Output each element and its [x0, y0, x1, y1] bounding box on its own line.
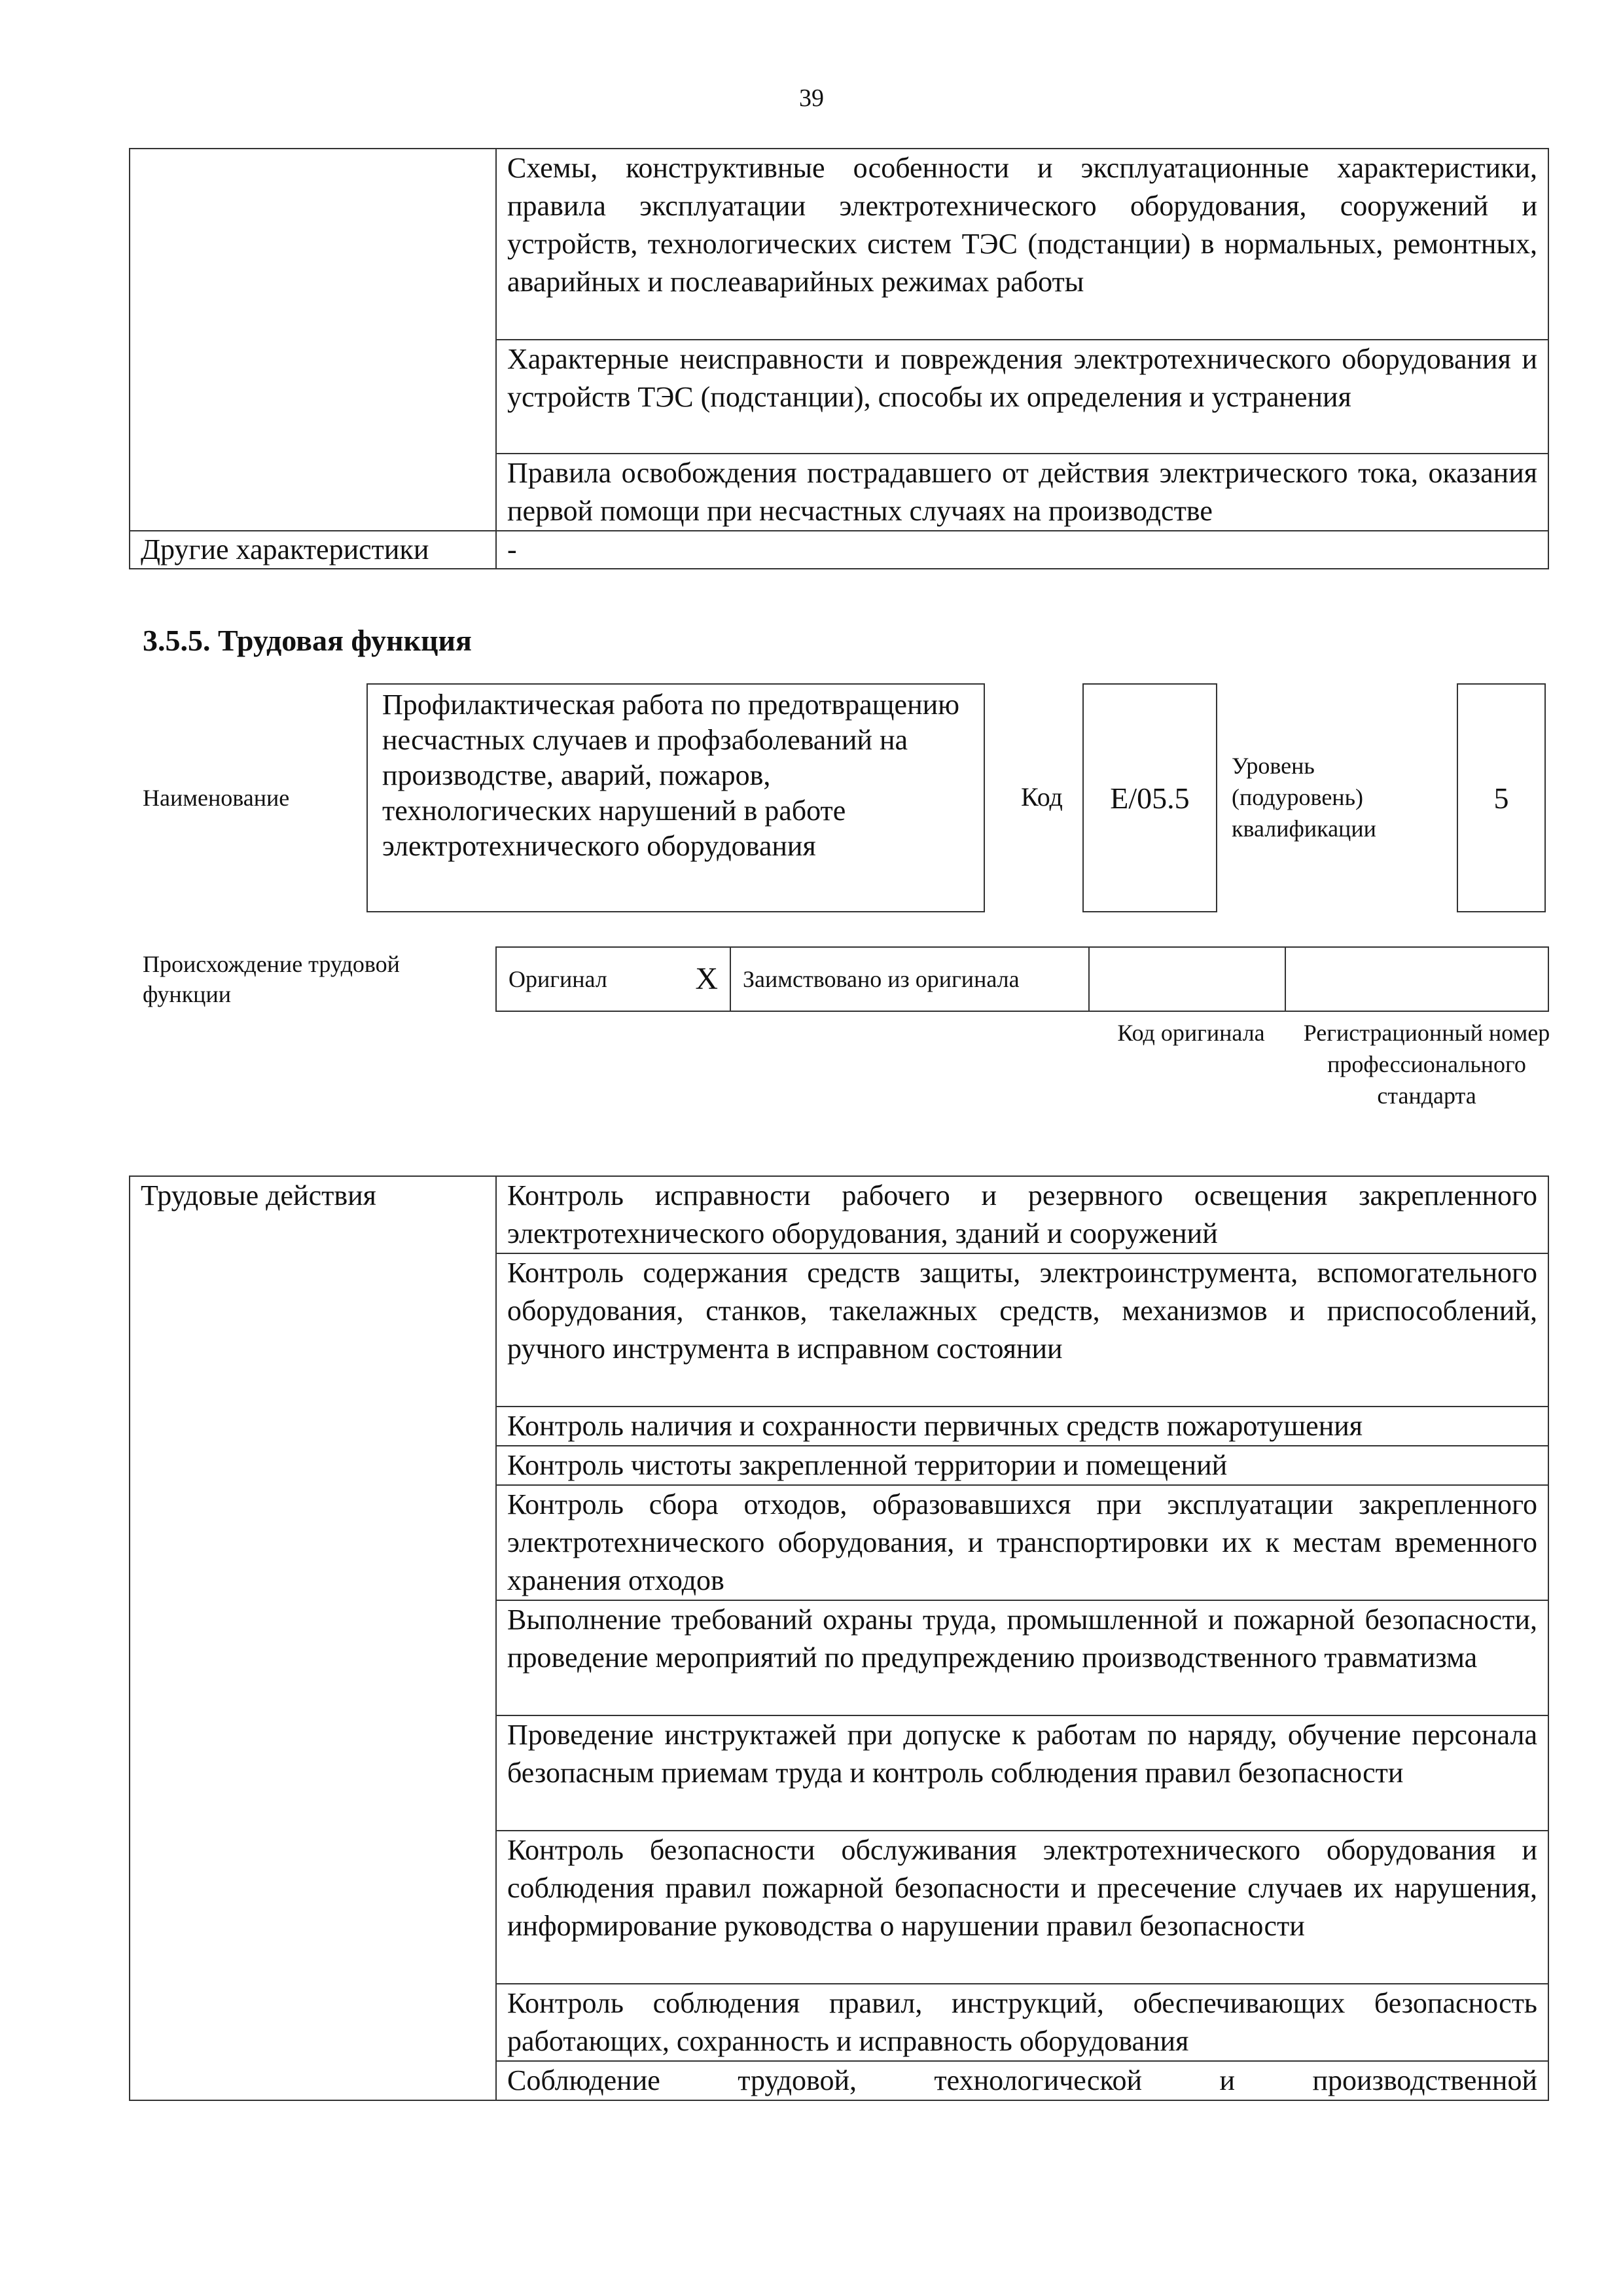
function-name-box: Профилактическая работа по предотвращению несчастных случаев и профзаболеваний на производстве, аварий, пожаров, технологических нарушений в работе электротехнического оборудования — [366, 683, 985, 912]
original-mark: X — [695, 961, 718, 996]
list-item: Контроль исправности рабочего и резервного освещения закрепленного электротехнического оборудования, зданий и сооружений — [496, 1176, 1548, 1253]
table-row — [130, 531, 1548, 569]
table-cell: Схемы, конструктивные особенности и эксплуатационные характеристики, правила эксплуатации электротехнического оборудования, сооружений и устройств, технологических систем ТЭС (подстанции) в нормальных, ремонтных, аварийных и послеаварийных режимах работы — [496, 149, 1548, 340]
level-label: Уровень (подуровень) квалификации — [1232, 753, 1376, 842]
list-item: Контроль чистоты закрепленной территории и помещений — [496, 1446, 1548, 1485]
other-characteristics-value: - — [496, 531, 1548, 569]
list-item: Контроль сбора отходов, образовавшихся при эксплуатации закрепленного электротехнического оборудования, и транспортировки их к местам временного хранения отходов — [496, 1485, 1548, 1600]
original-code-cell — [1089, 947, 1285, 1011]
labor-actions-label: Трудовые действия — [130, 1176, 496, 2100]
origin-label: Происхождение трудовой функции — [143, 951, 400, 1007]
list-item: Выполнение требований охраны труда, промышленной и пожарной безопасности, проведение мероприятий по предупреждению производственного травматизма — [496, 1600, 1548, 1715]
registration-number-cell — [1285, 947, 1548, 1011]
list-item: Контроль соблюдения правил, инструкций, обеспечивающих безопасность работающих, сохранность и исправность оборудования — [496, 1984, 1548, 2061]
table-row — [496, 947, 1548, 1011]
table-row — [130, 149, 1548, 340]
code-box: E/05.5 — [1082, 683, 1217, 912]
borrowed-label: Заимствовано из оригинала — [730, 947, 1089, 1011]
level-box: 5 — [1457, 683, 1546, 912]
page-number: 39 — [799, 84, 824, 112]
list-item: Проведение инструктажей при допуске к работам по наряду, обучение персонала безопасным приемам труда и контроль соблюдения правил безопасности — [496, 1715, 1548, 1831]
table-cell: Характерные неисправности и повреждения электротехнического оборудования и устройств ТЭС (подстанции), способы их определения и устранения — [496, 340, 1548, 454]
original-code-caption: Код оригинала — [1117, 1020, 1265, 1046]
section-title: 3.5.5. Трудовая функция — [143, 624, 472, 657]
origin-table — [495, 946, 1549, 1012]
list-item: Контроль безопасности обслуживания электротехнического оборудования и соблюдения правил пожарной безопасности и пресечение случаев их нарушения, информирование руководства о нарушении правил безопасности — [496, 1831, 1548, 1984]
empty-label-cell — [130, 149, 496, 531]
registration-number-caption: Регистрационный номер профессионального стандарта — [1303, 1020, 1550, 1109]
list-item: Контроль содержания средств защиты, электроинструмента, вспомогательного оборудования, станков, такелажных средств, механизмов и приспособлений, ручного инструмента в исправном состоянии — [496, 1253, 1548, 1407]
knowledge-table — [129, 148, 1549, 569]
other-characteristics-label: Другие характеристики — [130, 531, 496, 569]
table-row — [130, 1176, 1548, 1253]
list-item: Контроль наличия и сохранности первичных средств пожаротушения — [496, 1407, 1548, 1446]
original-label: Оригинал — [508, 966, 607, 992]
labor-actions-table — [129, 1175, 1549, 2101]
table-cell: Правила освобождения пострадавшего от действия электрического тока, оказания первой помощи при несчастных случаях на производстве — [496, 454, 1548, 531]
origin-original-cell — [496, 947, 730, 1011]
list-item: Соблюдение трудовой, технологической и производственной — [496, 2061, 1548, 2100]
name-label: Наименование — [143, 785, 290, 811]
code-label: Код — [1021, 782, 1063, 812]
